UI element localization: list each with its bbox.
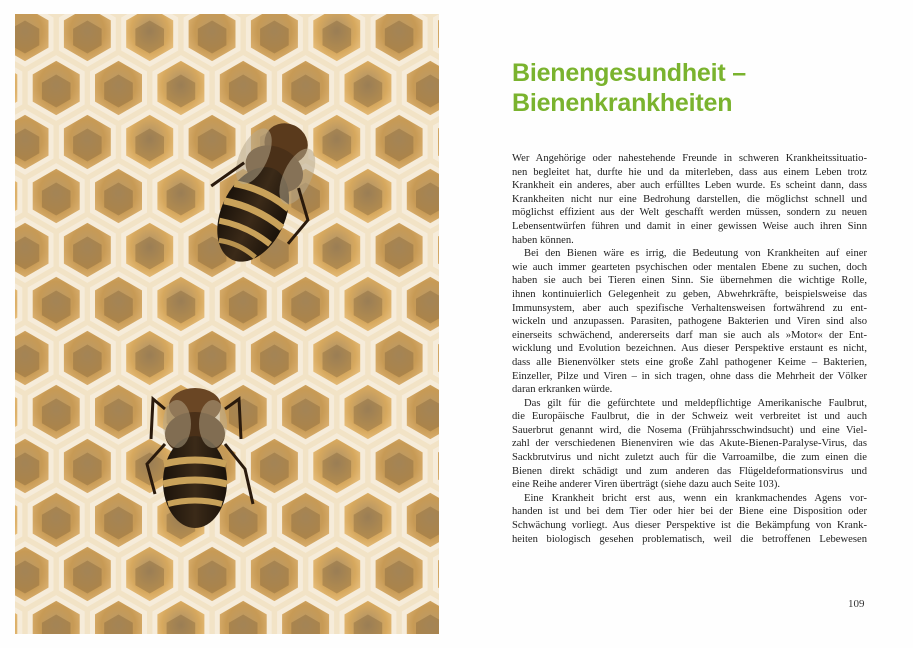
text-line: Krankheiten nicht nur eine Bedrohung darstellen, die möglichst schnell und <box>512 193 867 205</box>
text-line: Krankheit ein anderes, aber auch erfülltes Leben wurde. Es scheint dann, dass <box>512 180 867 192</box>
honeycomb-bees-image <box>15 14 439 634</box>
text-line: Einzeller, Pilze und Viren – in sich tragen, ohne dass die Mehrheit der Völker <box>512 370 867 382</box>
text-line: nen begleitet hat, durfte hie und da miterleben, dass aus einem Leben trotz <box>512 166 867 178</box>
text-line: Lebensentwürfen führen und damit in einer gewissen Weise auch ihren Sinn <box>512 220 867 232</box>
text-line: Wer Angehörige oder nahestehende Freunde in schweren Krankheitssituatio- <box>512 153 867 164</box>
chapter-title-line-2: Bienenkrankheiten <box>512 89 733 117</box>
text-line: Das gilt für die gefürchtete und meldepflichtige Amerikanische Faulbrut, <box>524 397 867 409</box>
text-line: dass alle Bienenvölker stets eine große Zahl pathogener Keime – Bakterien, <box>512 356 867 368</box>
page-number: 109 <box>848 598 865 610</box>
text-line: einerseits schwächend, andererseits darf man sie auch als »Motor« der Ent- <box>512 329 867 341</box>
chapter-title <box>512 58 872 118</box>
text-line: handen ist und bei dem Tier oder hier bei der Biene eine Disposition oder <box>512 506 867 518</box>
text-line: die Europäische Faulbrut, die in der Schweiz weit verbreitet ist und auch <box>512 411 867 423</box>
text-line: heiten biologisch gesehen problematisch, weil die betroffenen Lebewesen <box>512 533 867 545</box>
text-line: Schwächung vorliegt. Aus dieser Perspektive ist die Bekämpfung von Krank- <box>512 520 867 532</box>
honeycomb-photo <box>15 14 439 634</box>
text-line: Sackbrutvirus und nicht zuletzt auch für die Varroamilbe, die zum einen die <box>512 452 867 464</box>
text-line: haben können. <box>512 234 574 246</box>
text-line: wicklung und Evolution bezeichnen. Aus dieser Perspektive erstaunt es nicht, <box>512 343 867 355</box>
body-text <box>512 152 867 546</box>
text-line: Immunsystem, aber auch spezifische Verhaltensweisen fortwährend zu ent- <box>512 302 867 314</box>
text-line: eine Reihe anderer Viren überträgt (siehe dazu auch Seite 103). <box>512 479 781 491</box>
text-line: Eine Krankheit bricht erst aus, wenn ein krankmachendes Agens vor- <box>524 492 867 504</box>
text-line: ihnen kontinuierlich Gelegenheit zu geben, Abwehrkräfte, beispielsweise das <box>512 288 867 300</box>
text-line: Bienen direkt schädigt und zum anderen das Flügeldeformationsvirus und <box>512 465 867 477</box>
text-line: möglichst effizient aus der Welt geschafft werden müssen, sondern zu neuen <box>512 207 867 219</box>
text-line: daran erkranken würde. <box>512 384 613 396</box>
text-line: Sauerbrut genannt wird, die Nosema (Frühjahrsschwindsucht) und eine Viel- <box>512 424 867 436</box>
text-line: wickeln und anzupassen. Parasiten, pathogene Bakterien und Viren sind also <box>512 316 867 328</box>
text-line: Bei den Bienen wäre es irrig, die Bedeutung von Krankheiten auf einer <box>524 248 867 260</box>
chapter-title-line-1: Bienengesundheit – <box>512 59 746 87</box>
text-line: haben sie auch bei Tieren einen Sinn. Sie übernehmen die wichtige Rolle, <box>512 275 867 287</box>
text-line: zahl der verschiedenen Bienenviren wie das Akute-Bienen-Paralyse-Virus, das <box>512 438 867 450</box>
text-line: wie auch immer gearteten psychischen oder mentalen Ebene zu suchen, doch <box>512 261 867 273</box>
